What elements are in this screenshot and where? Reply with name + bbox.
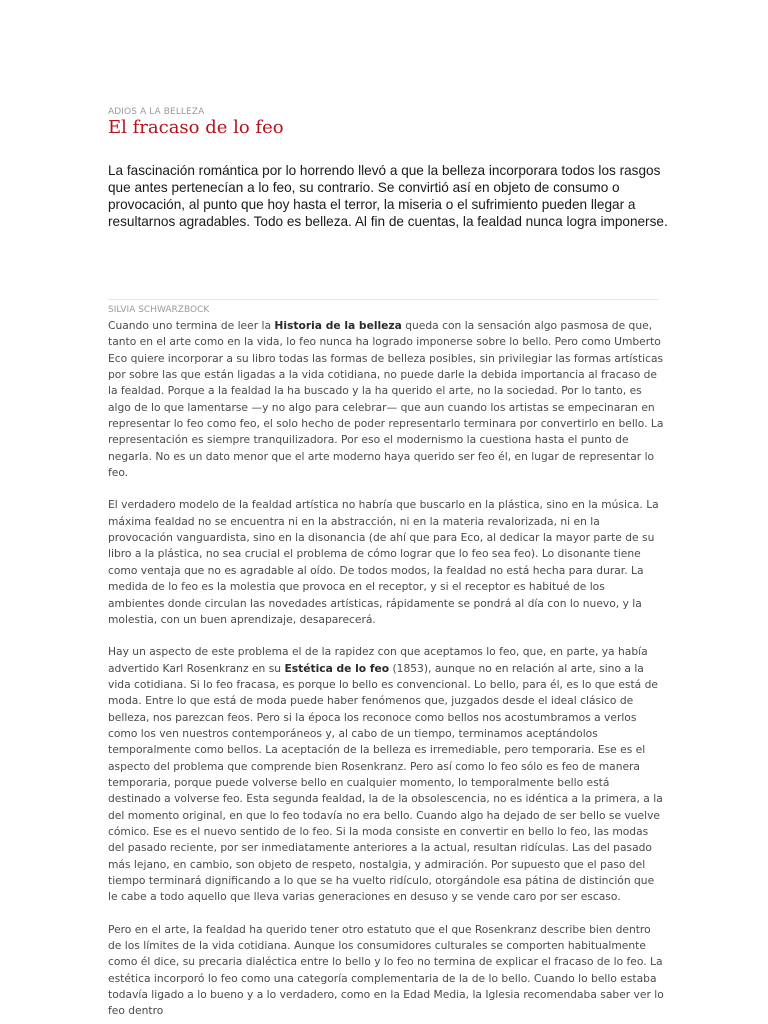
article-body [108,318,664,1024]
author-byline: SILVIA SCHWARZBÖCK [108,305,210,315]
article-title: El fracaso de lo feo [108,117,284,138]
section-divider [108,299,658,300]
paragraph-text: (1853), aunque no en relación al arte, sino a la vida cotidiana. Si lo feo fracasa, es porque lo bello es convencional. Lo bello, para él, es lo que está de moda. Entre lo que está de moda puede haber fenómenos que, juzgados desde el ideal clásico de belleza, nos parezcan feos. Pero si la época los reconoce como bellos nos acostumbramos a verlos como los ven nuestros contemporáneos y, al cabo de un tiempo, terminamos aceptándolos temporalmente como bellos. La aceptación de la belleza es irremediable, pero temporaria. Ese es el aspecto del problema que comprende bien Rosenkranz. Pero así como lo feo sólo es feo de manera temporaria, porque puede volverse bello en cualquier momento, lo temporalmente bello está destinado a volverse feo. Esta segunda fealdad, la de la obsolescencia, no es idéntica a la primera, a la del momento original, en que lo feo todavía no era bello. Cuando algo ha dejado de ser bello se vuelve cómico. Ese es el nuevo sentido de lo feo. Si la moda consiste en convertir en bello lo feo, las modas del pasado reciente, por ser inmediatamente anteriores a la actual, resultan ridículas. Las del pasado más lejano, en cambio, son objeto de respeto, nostalgia, y admiración. Por supuesto que el paso del tiempo terminará dignificando a lo que se ha vuelto ridículo, otorgándole esa pátina de distinción que le cabe a todo aquello que lleva varias generaciones en desuso y se vende caro por ser escaso. [108,661,663,904]
book-title-link: Historia de la belleza [274,319,402,332]
article-lede: La fascinación romántica por lo horrendo llevó a que la belleza incorporara todos los rasgos que antes pertenecían a lo feo, su contrario. Se convirtió así en objeto de consumo o provocación, al punto que hoy hasta el terror, la miseria o el sufrimiento pueden llegar a resultarnos agradables. Todo es belleza. Al fin de cuentas, la fealdad nunca logra imponerse. [108,163,668,229]
body-paragraph-4: Pero en el arte, la fealdad ha querido tener otro estatuto que el que Rosenkranz describe bien dentro de los límites de la vida cotidiana. Aunque los consumidores culturales se comporten habitualmente como él dice, su precaria dialéctica entre lo bello y lo feo no termina de explicar el fracaso de lo feo. La estética incorporó lo feo como una categoría complementaria de la de lo bello. Cuando lo bello estaba todavía ligado a lo bueno y a lo verdadero, como en la Edad Media, la Iglesia recomendaba saber ver lo feo dentro [108,922,664,1018]
paragraph-text: queda con la sensación algo pasmosa de que, tanto en el arte como en la vida, lo feo nunca ha logrado imponerse sobre lo bello. Pero como Umberto Eco quiere incorporar a su libro todas las formas de belleza posibles, sin privilegiar las formas artísticas por sobre las que están ligadas a la vida cotidiana, no puede darle la debida importancia al fracaso de la fealdad. Porque a la fealdad la ha buscado y la ha querido el arte, no la sociedad. Por lo tanto, es algo de lo que lamentarse —y no algo para celebrar— que aun cuando los artistas se empecinaran en representar lo feo como feo, el solo hecho de poder representarlo terminara por convertirlo en bello. La representación es siempre tranquilizadora. Por eso el modernismo la cuestiona hasta el punto de negarla. No es un dato menor que el arte moderno haya querido ser feo él, en lugar de representar lo feo. [108,319,664,480]
section-kicker: ADIOS A LA BELLEZA [108,107,205,117]
paragraph-text: Hay un aspecto de este problema el de la rapidez con que aceptamos lo feo, que, en parte, ya había advertido Karl Rosenkranz en su [108,645,648,675]
body-paragraph-3 [108,644,664,906]
paragraph-text: Cuando uno termina de leer la [108,319,275,332]
body-paragraph-1 [108,318,664,481]
body-paragraph-2: El verdadero modelo de la fealdad artística no habría que buscarlo en la plástica, sino en la música. La máxima fealdad no se encuentra ni en la abstracción, ni en la materia revalorizada, ni en la provocación vanguardista, sino en la disonancia (de ahí que para Eco, al dedicar la mayor parte de su libro a la plástica, no sea crucial el problema de cómo lograr que lo feo sea feo). Lo disonante tiene como ventaja que no es agradable al oído. De todos modos, la fealdad no está hecha para durar. La medida de lo feo es la molestia que provoca en el receptor, y si el receptor es habitué de los ambientes donde circulan las novedades artísticas, rápidamente se pondrá al día con lo nuevo, y la molestia, con un buen aprendizaje, desaparecerá. [108,498,659,626]
book-title-link: Estética de lo feo [284,661,390,675]
